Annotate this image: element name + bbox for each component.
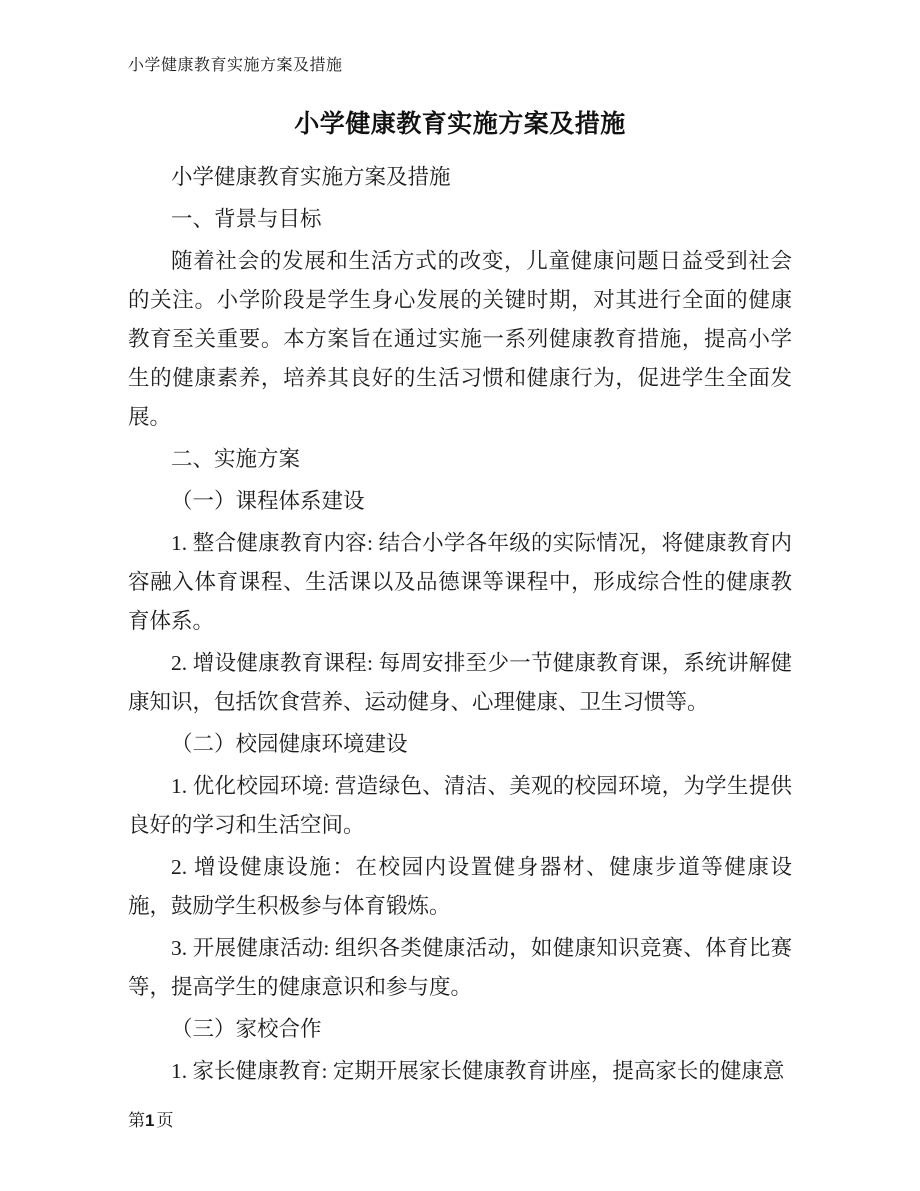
- paragraph-item-2-3: 3. 开展健康活动: 组织各类健康活动，如健康知识竞赛、体育比赛等，提高学生的健康意识和参与度。: [128, 936, 792, 999]
- paragraph-item-2-1: 1. 优化校园环境: 营造绿色、清洁、美观的校园环境，为学生提供良好的学习和生活空间。: [128, 774, 792, 837]
- paragraph-intro: 随着社会的发展和生活方式的改变，儿童健康问题日益受到社会的关注。小学阶段是学生身心发展的关键时期，对其进行全面的健康教育至关重要。本方案旨在通过实施一系列健康教育措施，提高小学生的健康素养，培养其良好的生活习惯和健康行为，促进学生全面发展。: [128, 249, 792, 429]
- page-number-footer: [128, 1106, 173, 1131]
- paragraph-subtitle: 小学健康教育实施方案及措施: [171, 165, 451, 189]
- page-number-prefix: 第: [128, 1111, 145, 1130]
- paragraph-section-2: 二、实施方案: [171, 447, 301, 471]
- page-number: 1: [145, 1111, 155, 1130]
- paragraph-item-1-1: 1. 整合健康教育内容: 结合小学各年级的实际情况，将健康教育内容融入体育课程、生活课以及品德课等课程中，形成综合性的健康教育体系。: [128, 531, 792, 633]
- running-header: 小学健康教育实施方案及措施: [128, 57, 343, 74]
- paragraph-section-1: 一、背景与目标: [171, 207, 322, 231]
- paragraph-item-2-2: 2. 增设健康设施：在校园内设置健身器材、健康步道等健康设施，鼓励学生积极参与体育锻炼。: [128, 855, 792, 918]
- paragraph-item-3-1: 1. 家长健康教育: 定期开展家长健康教育讲座，提高家长的健康意: [171, 1059, 785, 1083]
- document-title: 小学健康教育实施方案及措施: [294, 110, 626, 138]
- paragraph-subsection-2: （二）校园健康环境建设: [171, 732, 408, 756]
- paragraph-subsection-3: （三）家校合作: [171, 1017, 322, 1041]
- paragraph-item-1-2: 2. 增设健康教育课程: 每周安排至少一节健康教育课，系统讲解健康知识，包括饮食营养、运动健身、心理健康、卫生习惯等。: [128, 651, 792, 714]
- paragraph-subsection-1: （一）课程体系建设: [171, 489, 365, 513]
- page-number-suffix: 页: [156, 1111, 174, 1130]
- document-body: [128, 158, 792, 1094]
